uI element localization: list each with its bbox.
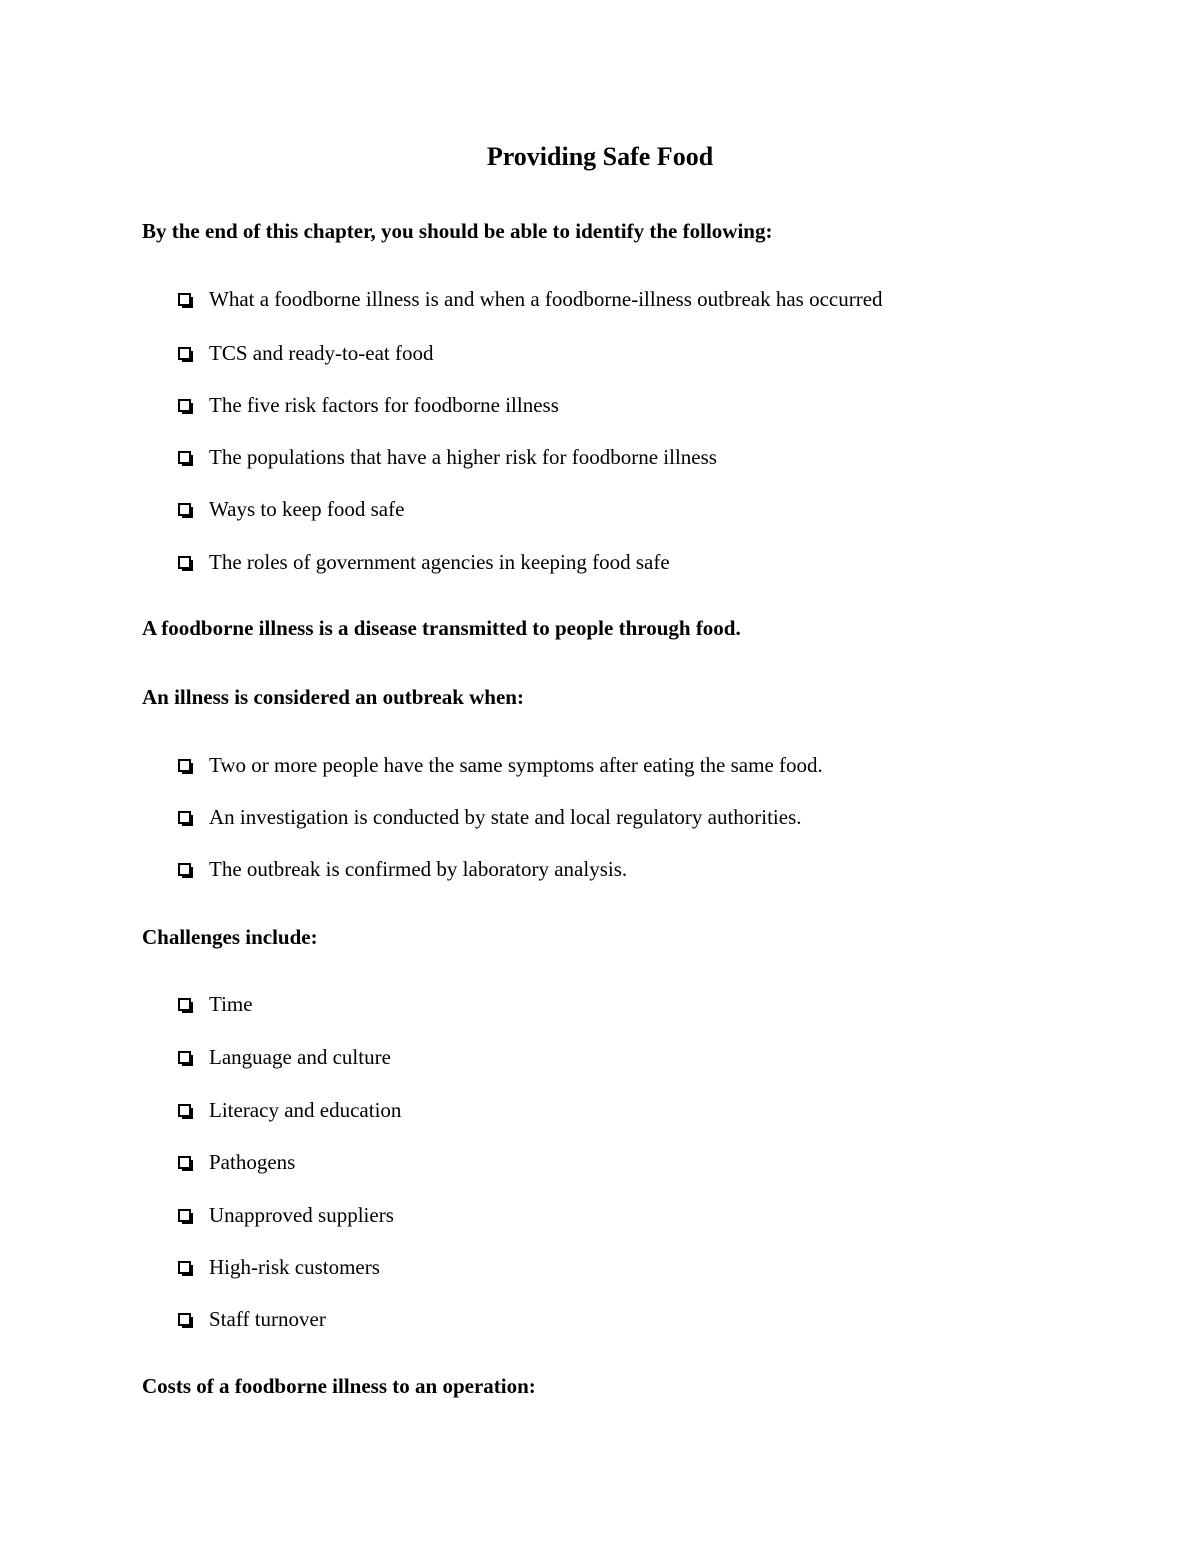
challenge-item	[178, 1305, 326, 1333]
outbreak-item-text: The outbreak is confirmed by laboratory analysis.	[209, 857, 628, 881]
challenge-item	[178, 1201, 394, 1229]
challenge-item-text: Language and culture	[209, 1045, 391, 1069]
checkbox-icon	[178, 293, 191, 306]
challenge-item	[178, 1096, 401, 1124]
checkbox-icon	[178, 1104, 191, 1117]
checkbox-icon	[178, 1209, 191, 1222]
costs-heading: Costs of a foodborne illness to an operation:	[142, 1374, 536, 1398]
outbreak-heading: An illness is considered an outbreak when:	[142, 685, 524, 709]
challenge-item-text: Unapproved suppliers	[209, 1203, 394, 1227]
objective-item	[178, 495, 404, 523]
checkbox-icon	[178, 1156, 191, 1169]
challenge-item	[178, 1253, 380, 1281]
outbreak-item	[178, 803, 802, 831]
checkbox-icon	[178, 1051, 191, 1064]
objective-item-text: The populations that have a higher risk for foodborne illness	[209, 445, 717, 469]
checkbox-icon	[178, 556, 191, 569]
outbreak-item-text: Two or more people have the same symptoms after eating the same food.	[209, 753, 823, 777]
objective-item	[178, 443, 717, 471]
objective-item-text: The five risk factors for foodborne illness	[209, 393, 559, 417]
outbreak-item	[178, 751, 823, 779]
objective-item-text: Ways to keep food safe	[209, 497, 405, 521]
objective-item	[178, 548, 670, 576]
checkbox-icon	[178, 399, 191, 412]
checkbox-icon	[178, 998, 191, 1011]
checkbox-icon	[178, 863, 191, 876]
objective-item-text: The roles of government agencies in keeping food safe	[209, 550, 670, 574]
outbreak-item	[178, 855, 627, 883]
challenge-item-text: Pathogens	[209, 1150, 296, 1174]
objectives-heading: By the end of this chapter, you should be able to identify the following:	[142, 219, 773, 243]
challenge-item	[178, 1043, 391, 1071]
checkbox-icon	[178, 1261, 191, 1274]
checkbox-icon	[178, 1313, 191, 1326]
outbreak-item-text: An investigation is conducted by state and local regulatory authorities.	[209, 805, 802, 829]
objective-item-text: TCS and ready-to-eat food	[209, 341, 434, 365]
checkbox-icon	[178, 811, 191, 824]
challenge-item-text: High-risk customers	[209, 1255, 380, 1279]
definition-statement: A foodborne illness is a disease transmitted to people through food.	[142, 616, 741, 640]
challenge-item	[178, 1148, 295, 1176]
challenges-heading: Challenges include:	[142, 925, 318, 949]
objective-item	[178, 339, 434, 367]
objective-item-text: What a foodborne illness is and when a foodborne-illness outbreak has occurred	[209, 287, 883, 311]
page-title: Providing Safe Food	[486, 142, 714, 171]
challenge-item-text: Literacy and education	[209, 1098, 402, 1122]
objective-item	[178, 285, 883, 313]
checkbox-icon	[178, 503, 191, 516]
objective-item	[178, 391, 559, 419]
checkbox-icon	[178, 759, 191, 772]
challenge-item	[178, 990, 253, 1018]
checkbox-icon	[178, 347, 191, 360]
challenge-item-text: Time	[209, 992, 253, 1016]
checkbox-icon	[178, 451, 191, 464]
challenge-item-text: Staff turnover	[209, 1307, 326, 1331]
